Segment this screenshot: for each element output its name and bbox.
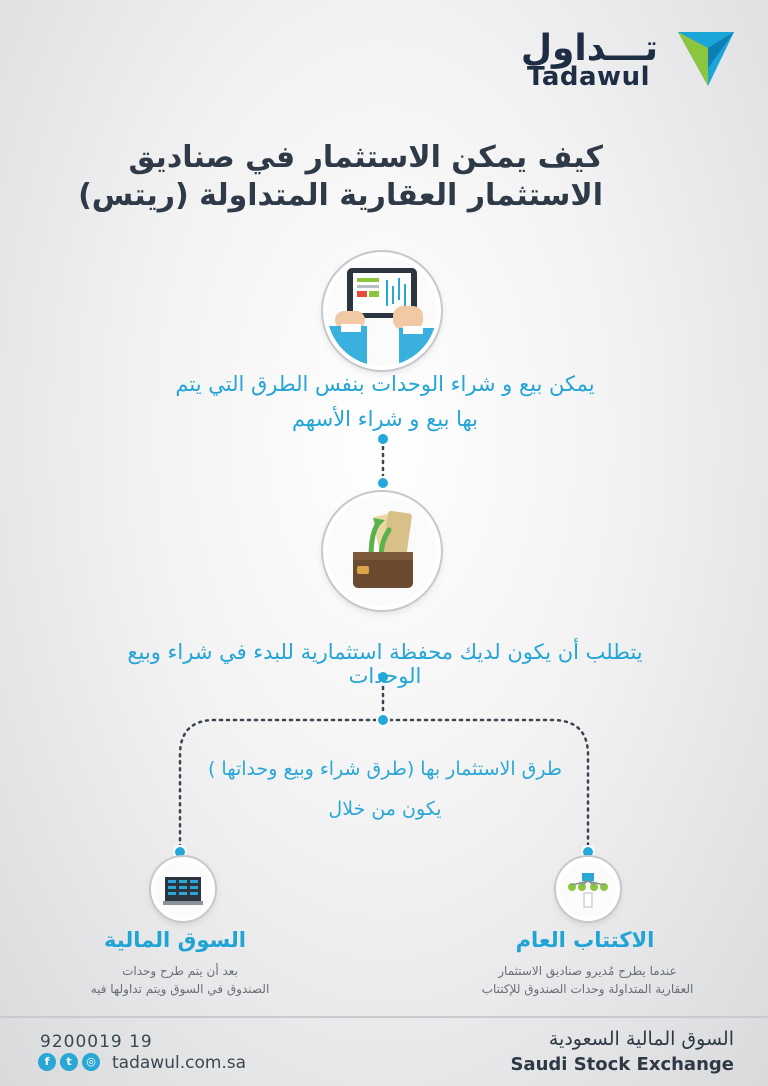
logo-english-text: Tadawul [526, 62, 650, 92]
wallet-circle [323, 492, 441, 610]
ipo-circle [556, 857, 620, 921]
facebook-icon[interactable]: f [38, 1053, 56, 1071]
option-market-desc-line1: بعد أن يتم طرح وحدات [122, 964, 238, 978]
option-ipo-heading: الاكتتاب العام [515, 928, 655, 952]
footer-exchange-english: Saudi Stock Exchange [510, 1054, 734, 1075]
tablet-trading-icon [327, 256, 437, 366]
ipo-tree-icon [560, 861, 616, 917]
footer-divider [0, 1016, 768, 1018]
option-ipo-desc-line1: عندما يطرح مُديرو صناديق الاستثمار [498, 964, 677, 978]
footer-website-link[interactable]: tadawul.com.sa [112, 1053, 247, 1073]
market-board-icon [155, 861, 211, 917]
wallet-icon [327, 496, 437, 606]
branch-text-line2: يكون من خلال [328, 798, 442, 820]
branch-text-line1: طرق الاستثمار بها (طرق شراء وبيع وحداتها ) [207, 758, 562, 780]
footer-phone: 9200019 19 [40, 1032, 153, 1052]
option-market-heading: السوق المالية [104, 928, 246, 952]
step2-text: يتطلب أن يكون لديك محفظة استثمارية للبدء في شراء وبيع الوحدات [127, 640, 643, 688]
page-title-line1: كيف يمكن الاستثمار في صناديق [128, 140, 603, 175]
option-market-desc-line2: الصندوق في السوق ويتم تداولها فيه [90, 982, 270, 996]
market-circle [151, 857, 215, 921]
step1-text-line2: بها بيع و شراء الأسهم [291, 407, 479, 431]
logo-arabic-text: تـــداول [520, 28, 658, 69]
footer-exchange-arabic: السوق المالية السعودية [548, 1028, 734, 1050]
tablet-trading-circle [323, 252, 441, 370]
twitter-icon[interactable]: t [60, 1053, 78, 1071]
step1-text-line1: يمكن بيع و شراء الوحدات بنفس الطرق التي يتم [175, 372, 595, 396]
option-ipo-desc-line2: العقارية المتداولة وحدات الصندوق للإكتتاب [481, 982, 694, 996]
page-title-line2: الاستثمار العقارية المتداولة (ريتس) [78, 178, 603, 213]
instagram-icon[interactable]: ◎ [82, 1053, 100, 1071]
